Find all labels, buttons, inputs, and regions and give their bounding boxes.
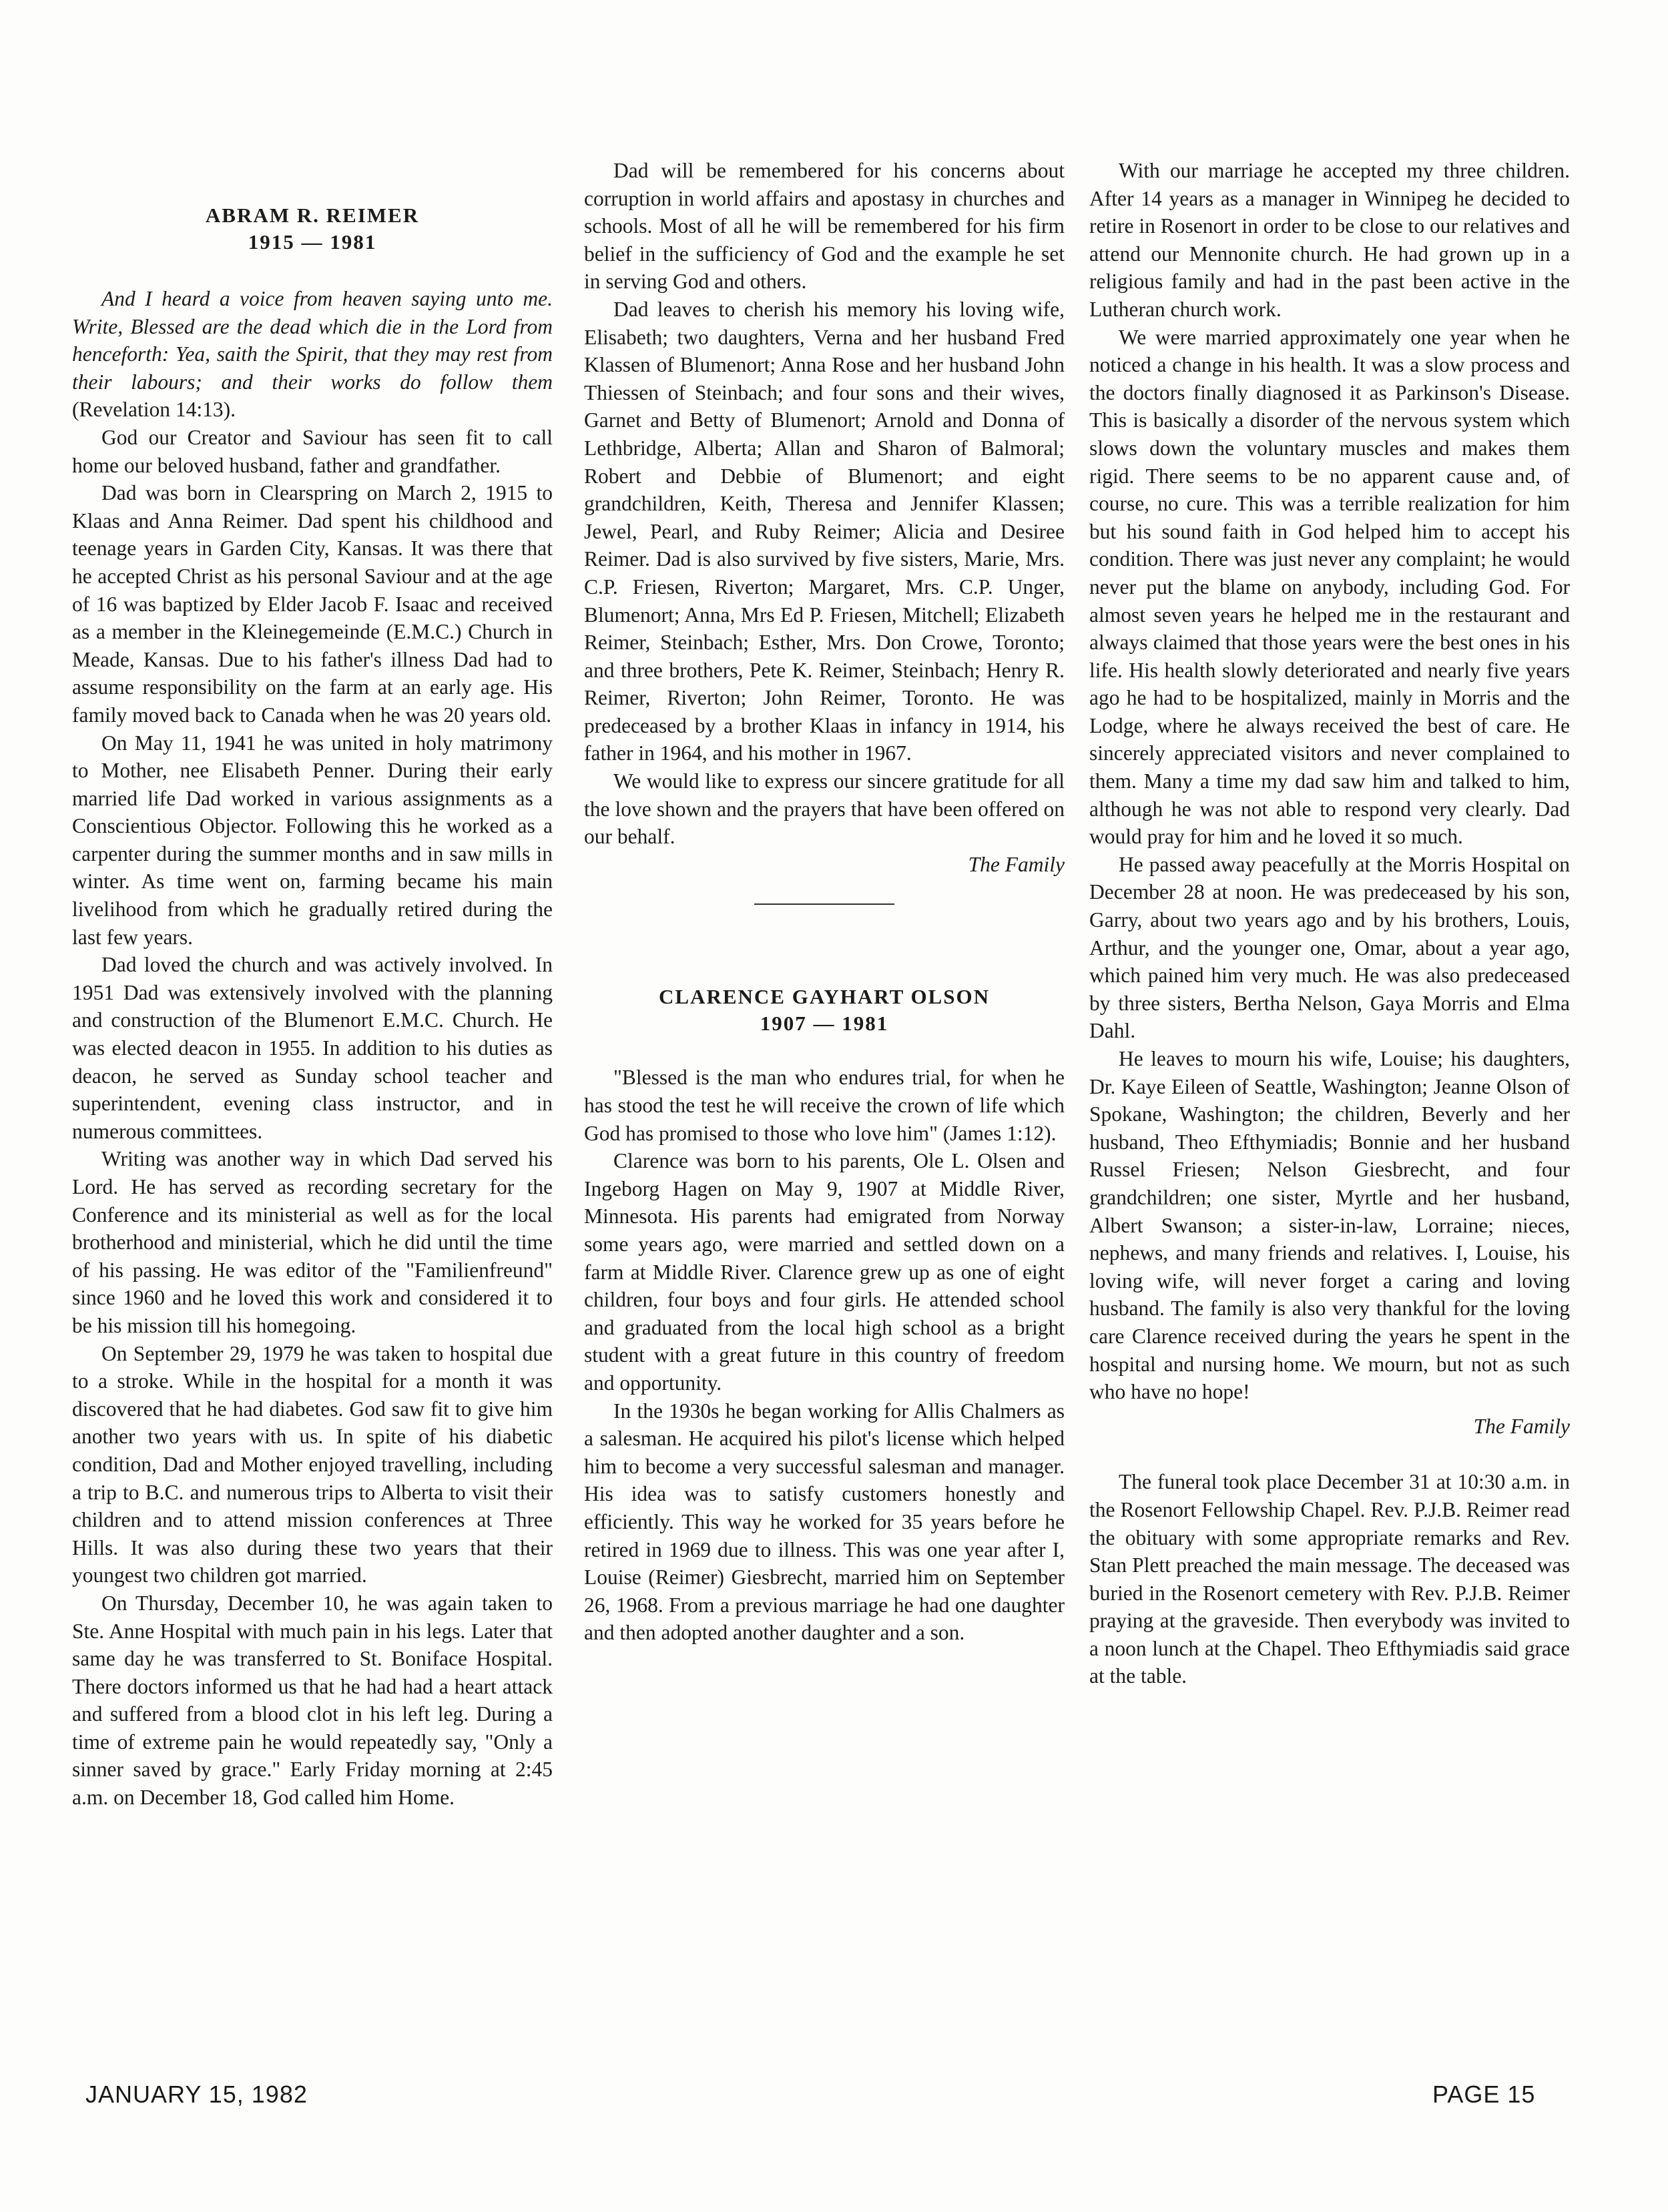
spacer (1089, 1440, 1570, 1468)
verse-text: And I heard a voice from heaven saying unto me. Write, Blessed are the dead which die in the Lord from henceforth: Yea, saith the Spirit, that they may rest from their labours; and their works do follow them (72, 287, 553, 394)
paragraph: He leaves to mourn his wife, Louise; his daughters, Dr. Kaye Eileen of Seattle, Washington; Jeanne Olson of Spokane, Washington; the children, Beverly and her husband, Theo Efthymiadis; Bonnie and her husband Russel Friesen; Nelson Giesbrecht, and four grandchildren; one sister, Myrtle and her husband, Albert Swanson; a sister-in-law, Lorraine; nieces, nephews, and many friends and relatives. I, Louise, his loving wife, will never forget a caring and loving husband. The family is also very thankful for the loving care Clarence received during the years he spent in the hospital and nursing home. We mourn, but not as such who have no hope! (1089, 1047, 1570, 1404)
paragraph: We were married approximately one year when he noticed a change in his health. It was a slow process and the doctors finally diagnosed it as Parkinson's Disease. This is basically a disorder of the nervous system which slows down the voluntary muscles and makes them rigid. There seems to be no apparent cause and, of course, no cure. This was a terrible realization for him but his sound faith in God helped him to accept his condition. There was just never any complaint; he would never put the blame on anybody, including God. For almost seven years he helped me in the restaurant and always claimed that those years were the best ones in his life. His health slowly deteriorated and nearly five years ago he had to be hospitalized, mainly in Morris and the Lodge, where he always received the best of care. He sincerely appreciated visitors and never complained to them. Many a time my dad saw him and talked to him, although he was not able to respond very clearly. Dad would pray for him and he loved it so much. (1089, 325, 1570, 849)
paragraph: He passed away peacefully at the Morris Hospital on December 28 at noon. He was predeceased by his son, Garry, about two years ago and by his brothers, Louis, Arthur, and the younger one, Omar, about a year ago, which pained him very much. He was also predeceased by three sisters, Bertha Nelson, Gaya Morris and Elma Dahl. (1089, 852, 1570, 1043)
obituary-years: 1907 — 1981 (760, 1012, 889, 1036)
paragraph: On Thursday, December 10, he was again taken to Ste. Anne Hospital with much pain in his legs. Later that same day he was transferred to St. Boniface Hospital. There doctors informed us that he had had a heart attack and suffered from a blood clot in his left leg. During a time of extreme pain he would repeatedly say, "Only a sinner saved by grace." Early Friday morning at 2:45 a.m. on December 18, God called him Home. (72, 1591, 553, 1810)
column-3 (1089, 157, 1570, 1690)
obituary-name: CLARENCE GAYHART OLSON (659, 985, 990, 1009)
paragraph: Dad will be remembered for his concerns about corruption in world affairs and apostasy in churches and schools. Most of all he will be remembered for his firm belief in the sufficiency of God and the example he set in serving God and others. (584, 159, 1065, 294)
paragraph: The funeral took place December 31 at 10:30 a.m. in the Rosenort Fellowship Chapel. Rev. P.J.B. Reimer read the obituary with some appropriate remarks and Rev. Stan Plett preached the main message. The deceased was buried in the Rosenort cemetery with Rev. P.J.B. Reimer praying at the graveside. Then everybody was invited to a noon lunch at the Chapel. Theo Efthymiadis said grace at the table. (1089, 1470, 1570, 1688)
issue-date: JANUARY 15, 1982 (85, 2081, 308, 2108)
paragraph: Writing was another way in which Dad served his Lord. He has served as recording secretary for the Conference and its ministerial as well as for the local brotherhood and ministerial, which he did until the time of his passing. He was editor of the "Familienfreund" since 1960 and he loved this work and considered it to be his mission till his homegoing. (72, 1147, 553, 1337)
signature: The Family (1473, 1414, 1570, 1438)
paragraph: God our Creator and Saviour has seen fit to call home our beloved husband, father and grandfather. (72, 425, 553, 477)
column-2 (584, 157, 1065, 1647)
page-number: PAGE 15 (1432, 2081, 1536, 2108)
paragraph: On September 29, 1979 he was taken to hospital due to a stroke. While in the hospital for a month it was discovered that he had diabetes. God saw fit to give him another two years with us. In spite of his diabetic condition, Dad and Mother enjoyed travelling, including a trip to B.C. and numerous trips to Alberta to visit their children and to attend mission conferences at Three Hills. It was also during these two years that their youngest two children got married. (72, 1341, 553, 1587)
obituary-years: 1915 — 1981 (248, 230, 377, 254)
obituary-title-reimer (72, 202, 553, 256)
spacer (72, 256, 553, 285)
paragraph: On May 11, 1941 he was united in holy matrimony to Mother, nee Elisabeth Penner. During their early married life Dad worked in various assignments as a Conscientious Objector. Following this he worked as a carpenter during the summer months and in saw mills in winter. As time went on, farming became his main livelihood from which he gradually retired during the last few years. (72, 731, 553, 949)
verse-reference: (Revelation 14:13). (72, 398, 236, 422)
signature: The Family (968, 852, 1065, 876)
paragraph: With our marriage he accepted my three children. After 14 years as a manager in Winnipeg he decided to retire in Rosenort in order to be close to our relatives and attend our Mennonite church. He had grown up in a religious family and had in the past been active in the Lutheran church work. (1089, 159, 1570, 321)
spacer (72, 157, 553, 202)
paragraph: Dad loved the church and was actively involved. In 1951 Dad was extensively involved with the planning and construction of the Blumenort E.M.C. Church. He was elected deacon in 1955. In addition to his duties as deacon, he served as Sunday school teacher and superintendent, evening class instructor, and in numerous committees. (72, 953, 553, 1143)
obituary-title-olson (584, 984, 1065, 1037)
paragraph: "Blessed is the man who endures trial, for when he has stood the test he will receive the crown of life which God has promised to those who love him" (James 1:12). (584, 1066, 1065, 1145)
paragraph: Dad was born in Clearspring on March 2, 1915 to Klaas and Anna Reimer. Dad spent his childhood and teenage years in Garden City, Kansas. It was there that he accepted Christ as his personal Saviour and at the age of 16 was baptized by Elder Jacob F. Isaac and received as a member in the Kleinegemeinde (E.M.C.) Church in Meade, Kansas. Due to his father's illness Dad had to assume responsibility on the farm at an early age. His family moved back to Canada when he was 20 years old. (72, 481, 553, 727)
spacer (584, 905, 1065, 984)
paragraph: In the 1930s he began working for Allis Chalmers as a salesman. He acquired his pilot's license which helped him to become a very successful salesman and manager. His idea was to satisfy customers honestly and efficiently. This way he worked for 35 years before he retired in 1969 due to illness. This was one year after I, Louise (Reimer) Giesbrecht, married him on September 26, 1968. From a previous marriage he had one daughter and then adopted another daughter and a son. (584, 1399, 1065, 1645)
spacer (584, 1037, 1065, 1064)
scripture-verse (72, 285, 553, 424)
paragraph: We would like to express our sincere gratitude for all the love shown and the prayers that have been offered on our behalf. (584, 769, 1065, 849)
paragraph: Clarence was born to his parents, Ole L. Olsen and Ingeborg Hagen on May 9, 1907 at Middle River, Minnesota. His parents had emigrated from Norway some years ago, were married and settled down on a farm at Middle River. Clarence grew up as one of eight children, four boys and four girls. He attended school and graduated from the local high school as a bright student with a great future in this country of freedom and opportunity. (584, 1149, 1065, 1395)
obituary-name: ABRAM R. REIMER (205, 204, 420, 227)
paragraph: Dad leaves to cherish his memory his loving wife, Elisabeth; two daughters, Verna and her husband Fred Klassen of Blumenort; Anna Rose and her husband John Thiessen of Steinbach; and four sons and their wives, Garnet and Betty of Blumenort; Arnold and Donna of Lethbridge, Alberta; Allan and Sharon of Balmoral; Robert and Debbie of Blumenort; and eight grandchildren, Keith, Theresa and Jennifer Klassen; Jewel, Pearl, and Ruby Reimer; Alicia and Desiree Reimer. Dad is also survived by five sisters, Marie, Mrs. C.P. Friesen, Riverton; Margaret, Mrs. C.P. Unger, Blumenort; Anna, Mrs Ed P. Friesen, Mitchell; Elizabeth Reimer, Steinbach; Esther, Mrs. Don Crowe, Toronto; and three brothers, Pete K. Reimer, Steinbach; Henry R. Reimer, Riverton; John Reimer, Toronto. He was predeceased by a brother Klaas in infancy in 1914, his father in 1964, and his mother in 1967. (584, 297, 1065, 765)
column-1 (72, 157, 553, 1812)
